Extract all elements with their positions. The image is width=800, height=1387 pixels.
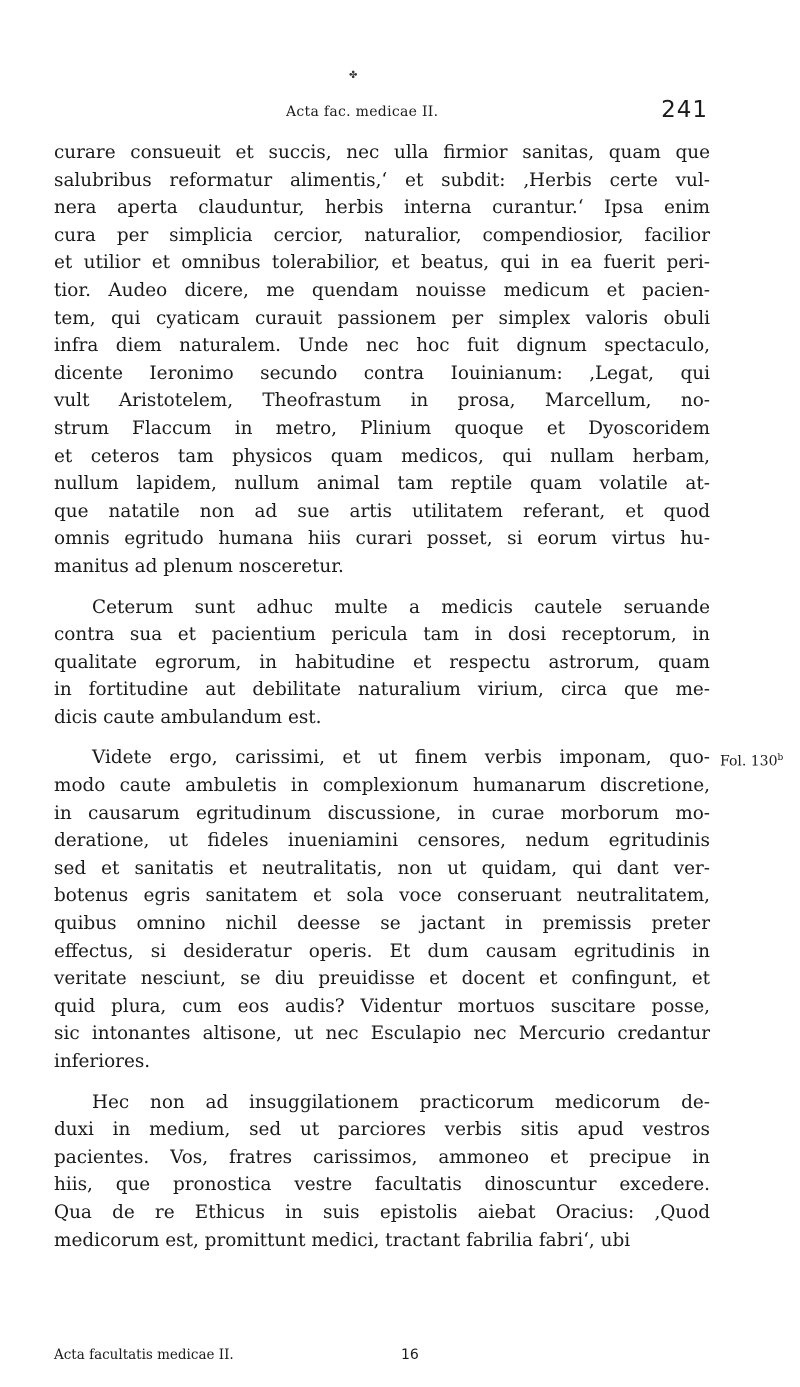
text-line: dicente Ieronimo secundo contra Iouinianum: ‚Legat, qui — [54, 362, 710, 384]
text-line: in causarum egritudinum discussione, in curae morborum mo- — [54, 802, 710, 824]
text-line: Videte ergo, carissimi, et ut finem verbis imponam, quo- — [92, 747, 710, 769]
paragraph — [54, 744, 710, 1075]
text-line: botenus egris sanitatem et sola voce conseruant neutralitatem, — [54, 885, 710, 907]
paragraph-gap — [54, 731, 710, 744]
body-text — [54, 139, 710, 1254]
running-title: Acta fac. medicae II. — [286, 104, 439, 120]
page-header — [54, 70, 708, 123]
text-line: cura per simplicia cercior, naturalior, compendiosior, facilior — [54, 224, 710, 246]
text-line: Qua de re Ethicus in suis epistolis aiebat Oracius: ‚Quod — [54, 1201, 710, 1223]
text-line: inferiores. — [54, 1051, 151, 1072]
text-line: et utilior et omnibus tolerabilior, et beatus, qui in ea fuerit peri- — [54, 252, 710, 274]
text-line: contra sua et pacientium pericula tam in dosi receptorum, in — [54, 624, 710, 646]
text-line: deratione, ut fideles inueniamini censores, nedum egritudinis — [54, 830, 710, 852]
text-line: infra diem naturalem. Unde nec hoc fuit dignum spectaculo, — [54, 335, 710, 357]
text-line: dicis caute ambulandum est. — [54, 706, 322, 728]
text-line: effectus, si desideratur operis. Et dum causam egritudinis in — [54, 940, 710, 962]
text-line: omnis egritudo humana hiis curari posset, si eorum virtus hu- — [54, 528, 710, 550]
text-line: quid plura, cum eos audis? Videntur mortuos suscitare posse, — [54, 995, 710, 1017]
margin-note — [720, 748, 783, 772]
text-line: manitus ad plenum nosceretur. — [54, 555, 344, 577]
text-line: et ceteros tam physicos quam medicos, qui nullam herbam, — [54, 445, 710, 467]
text-line: Ceterum sunt adhuc multe a medicis cautele seruande — [92, 596, 710, 618]
text-line: modo caute ambuletis in complexionum humanarum discretione, — [54, 775, 710, 797]
margin-note-text: Fol. 130 — [720, 754, 778, 771]
text-line: tior. Audeo dicere, me quendam nouisse medicum et pacien- — [54, 279, 710, 301]
text-line: curare consueuit et succis, nec ulla firmior sanitas, quam que — [54, 142, 710, 163]
text-line: strum Flaccum in metro, Plinium quoque et Dyoscoridem — [54, 417, 710, 439]
text-line: hiis, que pronostica vestre facultatis dinoscuntur excedere. — [54, 1174, 710, 1196]
text-line: qualitate egrorum, in habitudine et respectu astrorum, quam — [54, 651, 710, 673]
text-line: salubribus reformatur alimentis,‘ et subdit: ‚Herbis certe vul- — [54, 169, 710, 191]
text-line: duxi in medium, sed ut parciores verbis sitis apud vestros — [54, 1119, 710, 1141]
text-line: nera aperta clauduntur, herbis interna curantur.‘ Ipsa enim — [54, 197, 710, 219]
text-line: quibus omnino nichil deesse se jactant in premissis preter — [54, 913, 710, 935]
page-footer — [54, 1345, 710, 1365]
paragraph — [54, 594, 710, 732]
text-line: pacientes. Vos, fratres carissimos, ammoneo et precipue in — [54, 1146, 710, 1168]
text-line: medicorum est, promittunt medici, tractant fabrilia fabri‘, ubi — [54, 1229, 631, 1251]
printer-mark: ✤ — [349, 70, 358, 81]
text-line: nullum lapidem, nullum animal tam reptile quam volatile at- — [54, 473, 710, 495]
text-line: vult Aristotelem, Theofrastum in prosa, Marcellum, no- — [54, 390, 710, 412]
text-line: tem, qui cyaticam curauit passionem per simplex valoris obuli — [54, 307, 710, 329]
margin-note-superscript: b — [777, 753, 784, 764]
text-line: Hec non ad insuggilationem practicorum medicorum de- — [92, 1091, 710, 1113]
paragraph — [54, 1089, 710, 1255]
text-line: veritate nesciunt, se diu preuidisse et docent et confingunt, et — [54, 968, 710, 990]
text-line: que natatile non ad sue artis utilitatem referant, et quod — [54, 500, 710, 522]
text-line: sed et sanitatis et neutralitatis, non ut quidam, qui dant ver- — [54, 857, 710, 879]
signature-mark: 16 — [401, 1347, 419, 1363]
footer-title: Acta facultatis medicae II. — [54, 1347, 234, 1363]
text-line: in fortitudine aut debilitate naturalium virium, circa que me- — [54, 679, 710, 701]
paragraph-gap — [54, 581, 710, 594]
page-number: 241 — [661, 97, 708, 123]
text-line: sic intonantes altisone, ut nec Esculapio nec Mercurio credantur — [54, 1023, 710, 1045]
paragraph — [54, 139, 710, 581]
paragraph-gap — [54, 1076, 710, 1089]
